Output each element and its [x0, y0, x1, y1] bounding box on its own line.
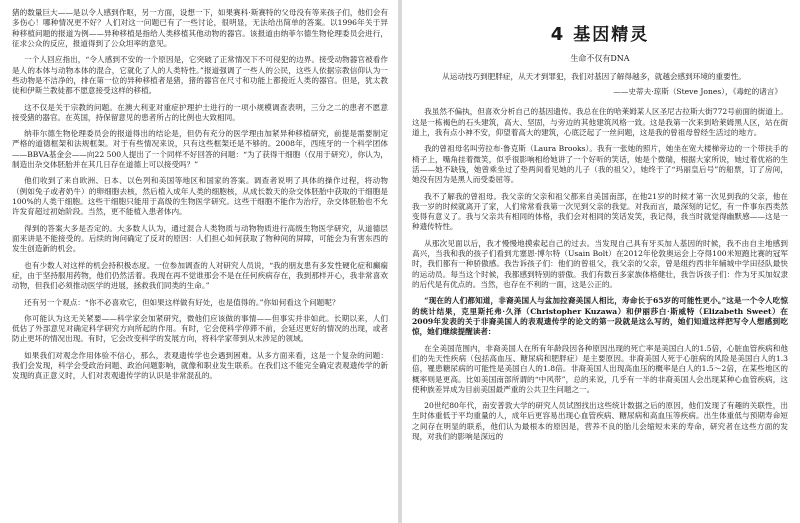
chapter-heading	[412, 20, 788, 45]
left-paragraph: 也有少数人对这样的机会持积极态度。一位参加调查的人对研究人员说，“我的朋友患有多发性硬化症和癫痫症，由于坚持服用药物，他们仍然活着。我现在再不觉谁那会不是在任何疾病存在，我到那样开心，我非常喜欢动物，但我们必须推动医学的进展，拯救我们同类的生命。”	[12, 260, 388, 291]
epigraph-attribution: ——史蒂夫·琼斯（Steve Jones），《毒蛇的诸言》	[613, 87, 782, 97]
left-paragraph: 猪的数量巨大——是以令人感到作呕，另一方面，设想一下，如果赛科·斯赛特的父母没有等来孩子们，他们会有多伤心！哪种情况更不好？人们对这一问题已有了一些讨论，很明显，无法给出简单的答案。以1996年关于异种移植问题的报道为例——异种移植是指给人类移植其他动物的器官。该报道由纳菲尔德生物伦理委员会进行，征求公众的反应，报道得到了公众坦率的意见。	[12, 8, 388, 48]
chapter-subtitle: 生命不仅有DNA	[570, 54, 630, 63]
right-paragraph: “现在的人们都知道，非裔美国人与盆加拉裔美国人相比，寿命长于65岁的可能性更小。”这是一个令人吃惊的统计结果，克里斯托弗·久泽（Christopher Kuzawa）和伊丽莎白·斯威特（Elizabeth Sweet）在2009年发表的关于非裔美国人的表观遗传学的论文的第一段就是这么写的，她们知道这样把写令人想感到吃惊，她们继续提醒读者：	[412, 296, 788, 337]
left-page	[0, 0, 398, 523]
left-paragraph: 还有另一个观点：“你不必喜欢它，但如果这样做有好处，也是值得的。”你如何看这个问题呢？	[24, 297, 340, 307]
epigraph: 从运动技巧到肥胖症，从天才到罪犯，我们对基因了解得越多，就越会感到环境的重要性。	[442, 72, 746, 81]
left-paragraph: 纳菲尔德生物伦理委员会的报道得出的结论是，但仍有充分的医学理由加紧异种移植研究，前提是需要制定严格的道德框架和法规框架。对于有些情况来说，只有这些框架还是不够的。2008年，西班牙的一个科学团体——BBVA基金会——向22 500人提出了一个同样不好回答的问题：“为了获得干细胞（仅用于研究），你认为，制造出杂交体胚胎并在其几日存在道德上可以接受吗？”	[12, 129, 388, 170]
right-paragraph: 在全美国范围内，非裔美国人在所有年龄段因各种原因出现的死亡率是美国白人的1.5倍，心脏血管疾病和他们的先天性疾病（包括高血压、糖尿病和肥胖症）是主要原因。非裔美国人死于心脏病的风险是美国白人的1.3倍，罹患糖尿病的可能性是美国白人的1.8倍。非裔美国人出现高血压的概率是白人的1.5～2倍，在某些地区的概率则是更高。比如美国南部所谓的“中风带”，总的来说，几乎有一半的非裔美国人会出现某种心血管疾病，这使种族差异成为目前美国最严重的公共卫生问题之一。	[412, 343, 788, 394]
right-paragraph: 我的曾祖母名叫劳拉布·鲁克斯（Laura Brooks）。我有一张她的照片，她坐在宽大楼梯旁边的一个带扶手的椅子上，嘴角挂着微笑，似乎很影响相给她讲了一个好听的笑话，她是个微瑞，根据大家所说，她过着优裕的生活——她不缺钱，她曾乘坐过了垫两间看见她的儿子（我的祖父），她终于了“玛丽皇后号”的船票，订了房间，她没有因为是黑人而受委屈等。	[412, 144, 788, 185]
left-paragraph: 一个人回应指出，“令人感到不安的一个原因是，它突破了正常情况下不可侵犯的边界。接受动物器官被看作是人的本体与动物本体的混合，它就化了人的人类特性。”报道强调了一些人的公民，这些人依据宗教信仰认为一些动物是不洁净的，排在第一位的异种移植者是猪，猪的器官在尺寸和功能上都接近人类的器官。但是，犹太教徒和伊斯兰教徒都不愿意接受这样的移植。	[12, 55, 388, 96]
left-paragraph: 得到的答案大多是否定的。大多数人认为，通过混合人类物质与动物物质进行高级生物医学研究，从道德层面来讲是不能接受的。后续的询问确定了反对的原因：人们担心如何获取了物种间的屏障，可能会为有害东西的发生创造新的机会。	[12, 223, 388, 254]
right-paragraph: 我虽然不偏执，但喜欢分析自己的基因遗传。我总在住的哈莱姆某人区圣尼古拉斯大街772号前面的街道上。这是一栋褐色的石头建筑，高大、坚固，与旁边的其他建筑风格一致。这是我第一次来到哈莱姆黑人区，站在街道上，我有点小神不安，仰望着高大的建筑，心底泛起了一丝问题，这是我的曾祖母曾经生活过的地方。	[412, 107, 788, 137]
left-paragraph: 你可能认为这无关紧要——科学家会加紧研究，微他们应该做的事情——但事实并非如此。长期以来，人们低估了外部意见对确定科学研究方向所起的作用。有时，它会使科学停滞不前，会延迟更好的情况的出现，或者防止更坏的情况出现。有时，它会改变科学的发展方向，将科学家带到从未涉足的领域。	[12, 313, 388, 344]
right-paragraph: 我不了解我的曾祖母。我父亲的父亲和祖父都来自美国南部，在他21岁的时候才第一次见到我的父亲，他在我一岁的时候就离开了家，人们常常看我第一次见到父亲的我觉。对我而言，最深刻的记忆，有一件事东西类然变得有意义了。我与父亲共有相同的体格，我们会对相同的笑话发笑，我记得，我当时就觉得幽默感——这是一种遗传特性。	[412, 191, 788, 232]
left-paragraph: 这不仅是关于宗教的问题。在澳大利亚对重症护理护士进行的一项小规模调查表明，三分之二的患者不愿意接受猪的器官。在英国，持保留意见的患者所占的比例也大致相同。	[12, 102, 388, 122]
chapter-number: 4	[550, 24, 564, 45]
right-paragraph: 从那次见面以后，我才慢慢地摸索起自己的过去。当发现自己具有牙买加人基因的时候，我不由自主地感到高兴，当我和我的孩子们看到尤塞恩·博尔特（Usain Bolt）在2012年伦敦奥运会上夺得100米短跑比赛的冠军时，我们都有一种骄傲感。我告诉孩子们：他们的曾祖父，我父亲的父亲，曾是组约西非年辅城中学田径队最快的运动员。每当这个时候，我都感到特别的骄傲。我们有数百多家族体格健壮，我告诉孩子们：作为牙买加奴隶的后代是有优点的。当然，也存在不利的一面，这是公正的。	[412, 238, 788, 289]
left-paragraph: 他们收到了来自欧洲、日本、以色列和美国等地区和国家的答案。调查者说明了具体的操作过程，将动物（例如兔子或者奶牛）的卵细胞去核，然后植入成年人类的细胞核，从成长数天的杂交体胚胎中获取的干细胞是100%的人类干细胞。这些干细胞只能用于高级的生物医学研究。这些干细胞不能作为治疗，杂交体胚胎也不允许发育超过初始阶段。当然，更不能植入患者体内。	[12, 176, 388, 217]
right-page	[402, 0, 800, 523]
chapter-title: 基因精灵	[573, 25, 650, 45]
right-paragraph: 20世纪80年代，南安普敦大学的研究人员试图找出这些统计数据之后的原因，他们发现了有趣的关联性，出生时体重低于平均重量的人，成年后更容易出现心血管疾病、糖尿病和高血压等疾病。出生体重低与预期寿命短之间存在明显的联系，他们认为最根本的原因是，营养不良的胎儿会缩短未来的寿命，研究者在这些方面的发现，对我们的影响是深远的	[412, 401, 788, 442]
left-paragraph: 如果我们对观念作用体验不信心，那么，表观遗传学也会遇到困难。从多方面来看，这是一个复杂的问题：我们会发现，科学会受政治问题、政治问题影响，就像和职业发生联系。在我们这不能完全确定表观遗传学的新发现的真正意义时，人们对表观遗传学的认识是非常混乱的。	[12, 350, 388, 381]
